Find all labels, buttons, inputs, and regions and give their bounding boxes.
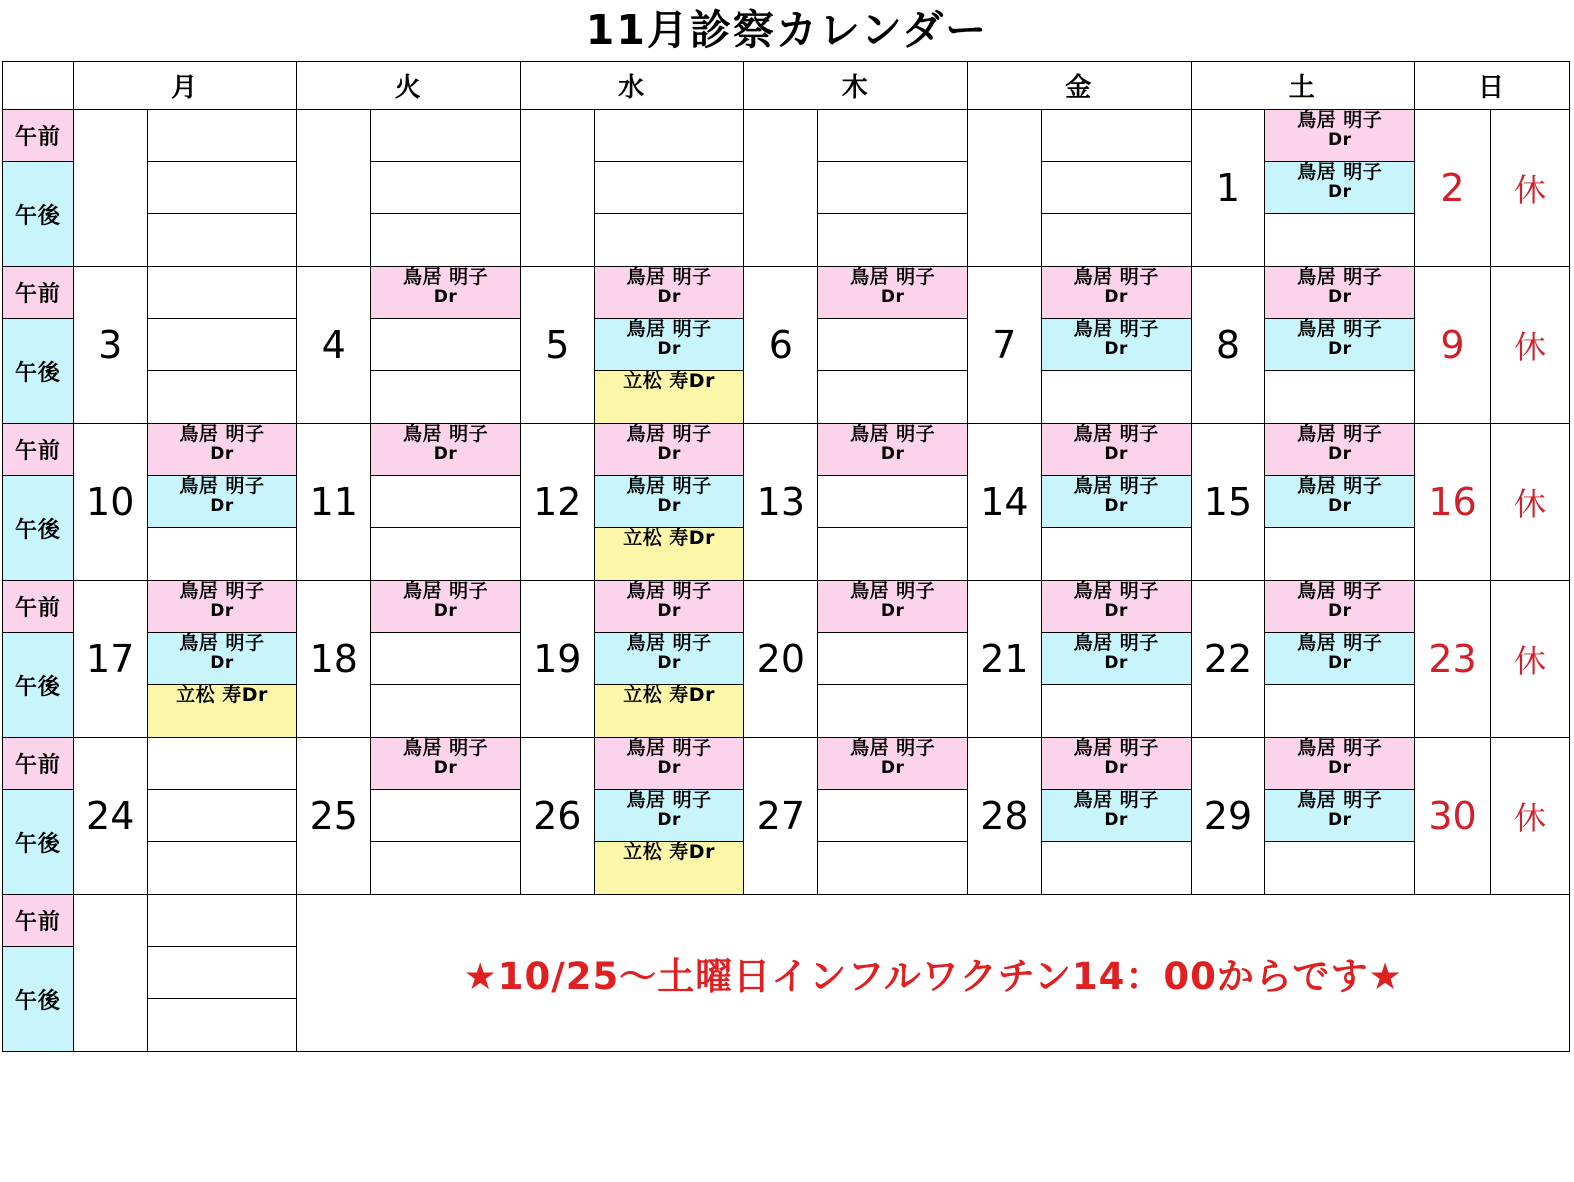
day-number: 25	[297, 738, 371, 895]
slot-pm	[148, 162, 297, 214]
slot-am	[818, 110, 967, 162]
dow-mon: 月	[73, 62, 297, 110]
slot-extra	[148, 214, 297, 266]
slot-pm	[148, 790, 297, 842]
day-number: 5	[520, 267, 594, 424]
day-number	[73, 110, 147, 267]
holiday-mark: 休	[1490, 267, 1569, 424]
slot-pm: 鳥居 明子 Dr	[1042, 319, 1191, 371]
slot-extra	[818, 371, 967, 423]
holiday-mark: 休	[1490, 581, 1569, 738]
slot-pm	[371, 162, 520, 214]
day-number: 28	[967, 738, 1041, 895]
day-number	[297, 110, 371, 267]
slot-am: 鳥居 明子 Dr	[148, 581, 297, 633]
day-number: 6	[744, 267, 818, 424]
day-slots	[594, 110, 744, 267]
slot-am: 鳥居 明子 Dr	[818, 738, 967, 790]
day-slots	[1265, 267, 1415, 424]
slot-extra	[371, 842, 520, 894]
slot-extra	[818, 842, 967, 894]
slot-pm	[371, 319, 520, 371]
dow-fri: 金	[967, 62, 1191, 110]
slot-am: 鳥居 明子 Dr	[1265, 267, 1414, 319]
dow-thu: 木	[744, 62, 968, 110]
day-slots	[1041, 738, 1191, 895]
slot-am	[148, 895, 297, 947]
note-row	[3, 895, 1570, 1052]
slot-pm: 鳥居 明子 Dr	[1265, 319, 1414, 371]
slot-am: 鳥居 明子 Dr	[148, 424, 297, 476]
day-number: 12	[520, 424, 594, 581]
day-slots	[1041, 424, 1191, 581]
slot-extra: 立松 寿Dr	[595, 685, 744, 737]
label-pm: 午後	[3, 476, 73, 580]
slot-extra	[148, 371, 297, 423]
day-slots	[371, 581, 521, 738]
day-number: 20	[744, 581, 818, 738]
day-slots	[147, 738, 297, 895]
day-slots	[594, 738, 744, 895]
day-number: 15	[1191, 424, 1265, 581]
calendar-table	[2, 61, 1570, 1052]
day-slots	[147, 581, 297, 738]
day-number: 7	[967, 267, 1041, 424]
slot-pm	[148, 319, 297, 371]
label-pm: 午後	[3, 790, 73, 894]
slot-pm: 鳥居 明子 Dr	[1042, 790, 1191, 842]
slot-am: 鳥居 明子 Dr	[595, 424, 744, 476]
slot-am: 鳥居 明子 Dr	[1042, 424, 1191, 476]
slot-am: 鳥居 明子 Dr	[818, 581, 967, 633]
slot-pm	[1042, 162, 1191, 214]
day-number	[967, 110, 1041, 267]
slot-pm: 鳥居 明子 Dr	[1265, 476, 1414, 528]
day-number-sunday: 30	[1415, 738, 1491, 895]
slot-extra	[1042, 214, 1191, 266]
day-number: 24	[73, 738, 147, 895]
label-am: 午前	[3, 110, 73, 162]
dow-wed: 水	[520, 62, 744, 110]
holiday-mark: 休	[1490, 738, 1569, 895]
period-labels	[3, 895, 74, 1052]
day-number: 18	[297, 581, 371, 738]
day-number: 17	[73, 581, 147, 738]
slot-am	[1042, 110, 1191, 162]
day-number: 4	[297, 267, 371, 424]
day-slots	[1041, 267, 1191, 424]
label-am: 午前	[3, 267, 73, 319]
slot-extra: 立松 寿Dr	[148, 685, 297, 737]
slot-am: 鳥居 明子 Dr	[595, 738, 744, 790]
day-number: 8	[1191, 267, 1265, 424]
day-number: 13	[744, 424, 818, 581]
holiday-mark: 休	[1490, 110, 1569, 267]
day-slots	[371, 267, 521, 424]
week-row	[3, 738, 1570, 895]
slot-extra	[818, 528, 967, 580]
footer-note: ★10/25〜土曜日インフルワクチン14：00からです★	[297, 895, 1570, 1052]
slot-pm	[371, 633, 520, 685]
day-number-sunday: 23	[1415, 581, 1491, 738]
slot-pm: 鳥居 明子 Dr	[148, 476, 297, 528]
day-number-sunday: 2	[1415, 110, 1491, 267]
day-slots	[147, 267, 297, 424]
slot-am: 鳥居 明子 Dr	[1265, 110, 1414, 162]
slot-pm	[371, 790, 520, 842]
slot-extra	[371, 371, 520, 423]
day-slots	[818, 267, 968, 424]
day-slots	[1041, 110, 1191, 267]
slot-am: 鳥居 明子 Dr	[595, 267, 744, 319]
dow-tue: 火	[297, 62, 521, 110]
slot-am: 鳥居 明子 Dr	[595, 581, 744, 633]
slot-am	[371, 110, 520, 162]
slot-extra	[818, 685, 967, 737]
slot-am	[148, 738, 297, 790]
day-slots	[1265, 581, 1415, 738]
day-slots	[818, 738, 968, 895]
day-number: 1	[1191, 110, 1265, 267]
slot-pm	[818, 476, 967, 528]
day-slots	[371, 110, 521, 267]
slot-pm: 鳥居 明子 Dr	[1265, 162, 1414, 214]
day-number: 19	[520, 581, 594, 738]
day-number-sunday: 9	[1415, 267, 1491, 424]
period-labels	[3, 267, 74, 424]
day-slots	[594, 424, 744, 581]
period-labels	[3, 424, 74, 581]
slot-am	[595, 110, 744, 162]
slot-pm	[818, 162, 967, 214]
slot-pm	[818, 319, 967, 371]
slot-pm: 鳥居 明子 Dr	[148, 633, 297, 685]
slot-pm	[818, 790, 967, 842]
note-spacer-number	[73, 895, 147, 1052]
day-number: 22	[1191, 581, 1265, 738]
holiday-mark: 休	[1490, 424, 1569, 581]
slot-pm: 鳥居 明子 Dr	[1265, 633, 1414, 685]
day-slots	[1041, 581, 1191, 738]
dow-sun: 日	[1415, 62, 1570, 110]
day-slots	[594, 581, 744, 738]
slot-pm	[818, 633, 967, 685]
slot-extra	[1042, 371, 1191, 423]
slot-am: 鳥居 明子 Dr	[371, 267, 520, 319]
slot-extra: 立松 寿Dr	[595, 371, 744, 423]
slot-extra	[148, 999, 297, 1051]
day-slots	[1265, 424, 1415, 581]
day-slots	[147, 110, 297, 267]
day-number: 27	[744, 738, 818, 895]
day-number: 3	[73, 267, 147, 424]
day-number: 11	[297, 424, 371, 581]
slot-extra	[148, 842, 297, 894]
day-number	[520, 110, 594, 267]
label-am: 午前	[3, 738, 73, 790]
slot-extra	[1265, 214, 1414, 266]
slot-am: 鳥居 明子 Dr	[371, 738, 520, 790]
slot-extra	[371, 214, 520, 266]
slot-pm: 鳥居 明子 Dr	[1042, 476, 1191, 528]
page-title: 11月診察カレンダー	[585, 6, 989, 54]
day-number: 26	[520, 738, 594, 895]
slot-pm: 鳥居 明子 Dr	[595, 476, 744, 528]
day-slots	[371, 424, 521, 581]
slot-am: 鳥居 明子 Dr	[1265, 581, 1414, 633]
slot-pm	[371, 476, 520, 528]
slot-extra	[371, 685, 520, 737]
period-labels	[3, 110, 74, 267]
slot-am: 鳥居 明子 Dr	[1265, 738, 1414, 790]
day-slots	[818, 581, 968, 738]
label-am: 午前	[3, 424, 73, 476]
slot-pm: 鳥居 明子 Dr	[1042, 633, 1191, 685]
slot-am: 鳥居 明子 Dr	[371, 581, 520, 633]
slot-pm: 鳥居 明子 Dr	[595, 319, 744, 371]
slot-pm	[595, 162, 744, 214]
label-am: 午前	[3, 581, 73, 633]
day-slots	[371, 738, 521, 895]
week-row	[3, 581, 1570, 738]
corner-cell	[3, 62, 74, 110]
day-number-sunday: 16	[1415, 424, 1491, 581]
slot-extra: 立松 寿Dr	[595, 528, 744, 580]
day-number: 21	[967, 581, 1041, 738]
slot-pm: 鳥居 明子 Dr	[595, 790, 744, 842]
week-row	[3, 110, 1570, 267]
slot-pm: 鳥居 明子 Dr	[1265, 790, 1414, 842]
period-labels	[3, 581, 74, 738]
period-labels	[3, 738, 74, 895]
slot-extra	[148, 528, 297, 580]
slot-extra	[1042, 842, 1191, 894]
slot-extra	[1265, 528, 1414, 580]
slot-am: 鳥居 明子 Dr	[818, 424, 967, 476]
dow-header-row	[3, 62, 1570, 110]
slot-extra	[1265, 371, 1414, 423]
label-pm: 午後	[3, 319, 73, 423]
slot-extra	[818, 214, 967, 266]
label-pm: 午後	[3, 633, 73, 737]
slot-am: 鳥居 明子 Dr	[1265, 424, 1414, 476]
slot-extra	[1042, 528, 1191, 580]
slot-pm	[148, 947, 297, 999]
day-slots	[594, 267, 744, 424]
slot-am	[148, 267, 297, 319]
day-slots	[818, 424, 968, 581]
slot-extra: 立松 寿Dr	[595, 842, 744, 894]
slot-extra	[1265, 685, 1414, 737]
slot-extra	[1042, 685, 1191, 737]
label-am: 午前	[3, 895, 73, 947]
slot-pm: 鳥居 明子 Dr	[595, 633, 744, 685]
day-slots	[1265, 738, 1415, 895]
dow-sat: 土	[1191, 62, 1415, 110]
slot-am	[148, 110, 297, 162]
slot-extra	[595, 214, 744, 266]
slot-am: 鳥居 明子 Dr	[371, 424, 520, 476]
slot-am: 鳥居 明子 Dr	[1042, 581, 1191, 633]
note-spacer-slots	[147, 895, 297, 1052]
week-row	[3, 424, 1570, 581]
slot-am: 鳥居 明子 Dr	[818, 267, 967, 319]
label-pm: 午後	[3, 947, 73, 1051]
label-pm: 午後	[3, 162, 73, 266]
day-number	[744, 110, 818, 267]
slot-extra	[371, 528, 520, 580]
day-slots	[1265, 110, 1415, 267]
day-slots	[147, 424, 297, 581]
week-row	[3, 267, 1570, 424]
slot-am: 鳥居 明子 Dr	[1042, 267, 1191, 319]
slot-extra	[1265, 842, 1414, 894]
day-number: 10	[73, 424, 147, 581]
day-number: 14	[967, 424, 1041, 581]
day-slots	[818, 110, 968, 267]
day-number: 29	[1191, 738, 1265, 895]
slot-am: 鳥居 明子 Dr	[1042, 738, 1191, 790]
